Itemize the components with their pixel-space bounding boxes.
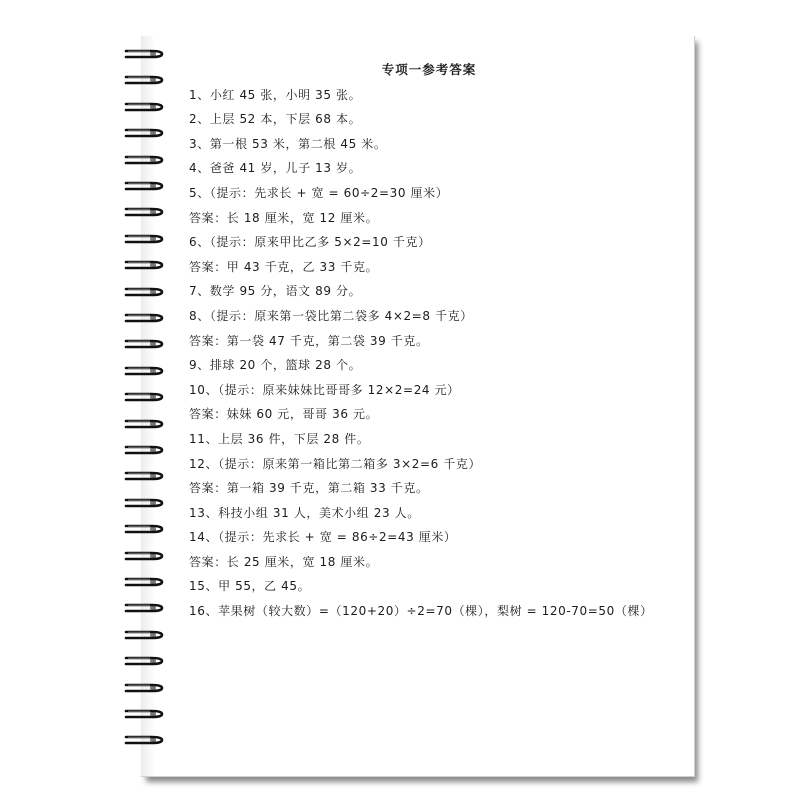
answer-line-11: 11、上层 36 件，下层 28 件。 <box>189 431 370 446</box>
answer-line-14-hint: 14、（提示：先求长 + 宽 = 86÷2=43 厘米） <box>189 530 457 545</box>
spiral-ring <box>122 154 166 166</box>
answer-line-6-hint: 6、（提示：原来甲比乙多 5×2=10 千克） <box>189 235 431 250</box>
answer-line-10-hint: 10、（提示：原来妹妹比哥哥多 12×2=24 元） <box>189 382 460 397</box>
spiral-ring <box>122 127 166 139</box>
answer-line-12-answer: 答案：第一箱 39 千克，第二箱 33 千克。 <box>189 481 429 496</box>
spiral-ring <box>122 497 166 509</box>
answer-line-1: 1、小红 45 张，小明 35 张。 <box>189 87 362 102</box>
spiral-ring <box>122 338 166 350</box>
answer-line-3: 3、第一根 53 米，第二根 45 米。 <box>189 136 387 151</box>
answer-line-7: 7、数学 95 分，语文 89 分。 <box>189 284 362 299</box>
spiral-ring <box>122 233 166 245</box>
spiral-ring <box>122 629 166 641</box>
answer-line-10-answer: 答案：妹妹 60 元，哥哥 36 元。 <box>189 407 379 422</box>
answer-line-16: 16、苹果树（较大数）=（120+20）÷2=70（棵），梨树 = 120-70=50（棵） <box>189 604 653 619</box>
spiral-ring <box>122 206 166 218</box>
answer-line-14-answer: 答案：长 25 厘米，宽 18 厘米。 <box>189 554 379 569</box>
spiral-ring <box>122 74 166 86</box>
answer-line-12-hint: 12、（提示：原来第一箱比第二箱多 3×2=6 千克） <box>189 456 482 471</box>
spiral-binding <box>122 48 166 768</box>
answer-sheet <box>189 58 679 624</box>
answer-line-6-answer: 答案：甲 43 千克，乙 33 千克。 <box>189 259 379 274</box>
answer-line-8-answer: 答案：第一袋 47 千克，第二袋 39 千克。 <box>189 333 429 348</box>
answer-line-5-hint: 5、（提示：先求长 + 宽 = 60÷2=30 厘米） <box>189 185 449 200</box>
spiral-ring <box>122 734 166 746</box>
answer-line-15: 15、甲 55，乙 45。 <box>189 579 311 594</box>
spiral-ring <box>122 576 166 588</box>
spiral-ring <box>122 444 166 456</box>
spiral-ring <box>122 312 166 324</box>
spiral-ring <box>122 682 166 694</box>
spiral-ring <box>122 708 166 720</box>
spiral-ring <box>122 101 166 113</box>
spiral-ring <box>122 655 166 667</box>
answer-line-9: 9、排球 20 个，篮球 28 个。 <box>189 358 362 373</box>
page-title: 专项一参考答案 <box>381 62 477 77</box>
answer-line-4: 4、爸爸 41 岁，儿子 13 岁。 <box>189 161 362 176</box>
spiral-ring <box>122 418 166 430</box>
answer-line-5-answer: 答案：长 18 厘米，宽 12 厘米。 <box>189 210 379 225</box>
answer-line-13: 13、科技小组 31 人，美术小组 23 人。 <box>189 505 420 520</box>
spiral-ring <box>122 365 166 377</box>
spiral-ring <box>122 602 166 614</box>
spiral-ring <box>122 259 166 271</box>
spiral-ring <box>122 391 166 403</box>
spiral-ring <box>122 286 166 298</box>
spiral-ring <box>122 470 166 482</box>
answer-line-2: 2、上层 52 本，下层 68 本。 <box>189 112 362 127</box>
spiral-ring <box>122 550 166 562</box>
answer-line-8-hint: 8、（提示：原来第一袋比第二袋多 4×2=8 千克） <box>189 308 473 323</box>
spiral-ring <box>122 48 166 60</box>
spiral-ring <box>122 523 166 535</box>
spiral-ring <box>122 180 166 192</box>
answer-list <box>189 83 679 624</box>
